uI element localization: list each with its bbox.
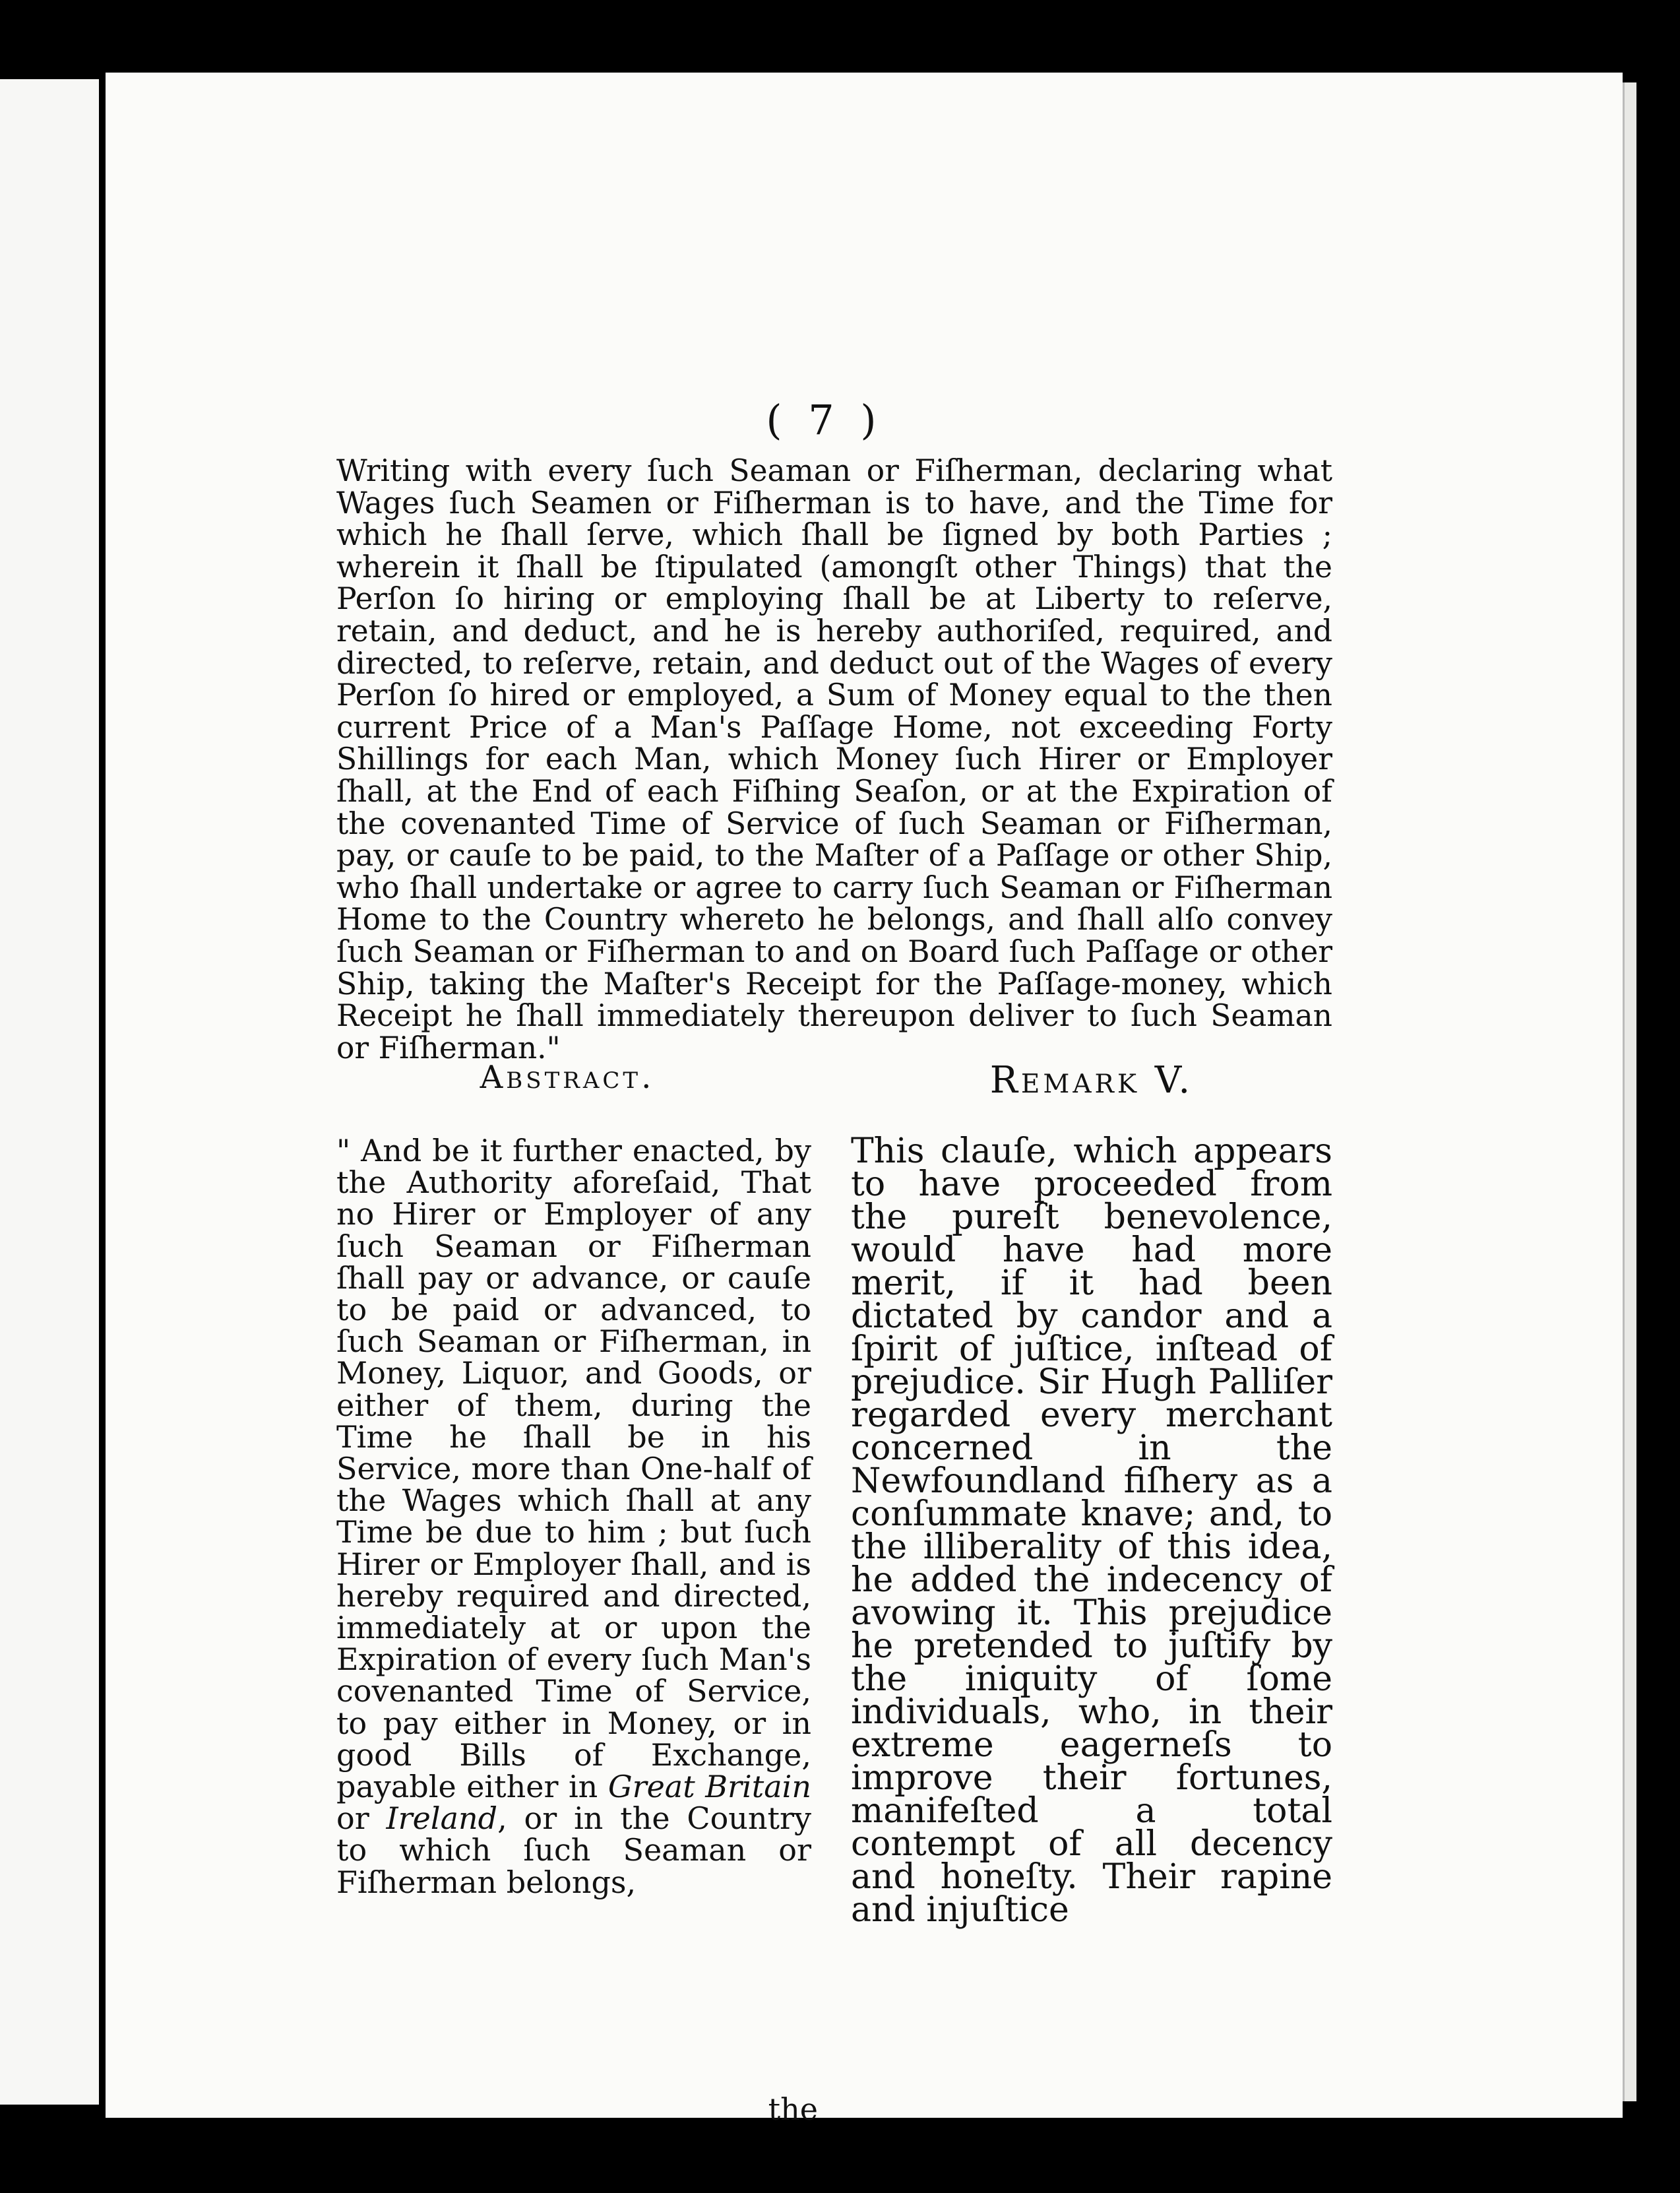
book-gutter (99, 73, 106, 2118)
abstract-text-after: , or in the Country to which ſuch Seaman or Fiſherman belongs, (336, 1800, 811, 1900)
remark-heading: Remark V. (989, 1059, 1194, 1102)
page-number: ( 7 ) (766, 396, 883, 444)
page-fore-edge (1623, 82, 1636, 2101)
abstract-text (336, 1135, 811, 1898)
catchword: the (768, 2091, 818, 2127)
top-paragraph: Writing with every ſuch Seaman or Fiſherman, declaring what Wages ſuch Seamen or Fiſherman is to have, and the Time for which he ſhall ſerve, which ſhall be ſigned by both Parties ; wherein it ſhall be ſtipulated (amongſt other Things) that the Perſon ſo hiring or employing ſhall be at Liberty to reſerve, retain, and deduct, and he is hereby authoriſed, required, and directed, to reſerve, retain, and deduct out of the Wages of every Perſon ſo hired or employed, a Sum of Money equal to the then current Price of a Man's Paſſage Home, not exceeding Forty Shillings for each Man, which Money ſuch Hirer or Employer ſhall, at the End of each Fiſhing Seaſon, or at the Expiration of the covenanted Time of Service of ſuch Seaman or Fiſherman, pay, or cauſe to be paid, to the Maſter of a Paſſage or other Ship, who ſhall undertake or agree to carry ſuch Seaman or Fiſherman Home to the Country whereto he belongs, and ſhall alſo convey ſuch Seaman or Fiſherman to and on Board ſuch Paſſage or other Ship, taking the Maſter's Receipt for the Paſſage-money, which Receipt he ſhall immediately thereupon deliver to ſuch Seaman or Fiſherman." (336, 453, 1332, 1065)
abstract-text-before: " And be it further enacted, by the Authority aforeſaid, That no Hirer or Employer of any ſuch Seaman or Fiſherman ſhall pay or advance, or cauſe to be paid or advanced, to ſuch Seaman or Fiſherman, in Money, Liquor, and Goods, or either of them, during the Time he ſhall be in his Service, more than One-half of the Wages which ſhall at any Time be due to him ; but ſuch Hirer or Employer ſhall, and is hereby required and directed, immediately at or upon the Expiration of every ſuch Man's covenanted Time of Service, to pay either in Money, or in good Bills of Exchange, payable either in (336, 1133, 811, 1805)
abstract-heading: Abstract. (480, 1059, 655, 1096)
remark-text: This clauſe, which appears to have proceeded from the pureſt benevolence, would have had more merit, if it had been dictated by candor and a ſpirit of juſtice, inſtead of prejudice. Sir Hugh Palliſer regarded every merchant concerned in the Newfoundland fiſhery as a conſummate knave; and, to the illiberality of this idea, he added the indecency of avowing it. This prejudice he pretended to juſtify by the iniquity of ſome individuals, who, in their extreme eagerneſs to improve their fortunes, manifeſted a total contempt of all decency and honeſty. Their rapine and injuſtice (851, 1131, 1332, 1930)
place-ireland: Ireland (386, 1800, 498, 1837)
place-connector: or (336, 1800, 369, 1837)
place-great-britain: Great Britain (607, 1769, 811, 1805)
facing-page-edge (0, 79, 99, 2105)
